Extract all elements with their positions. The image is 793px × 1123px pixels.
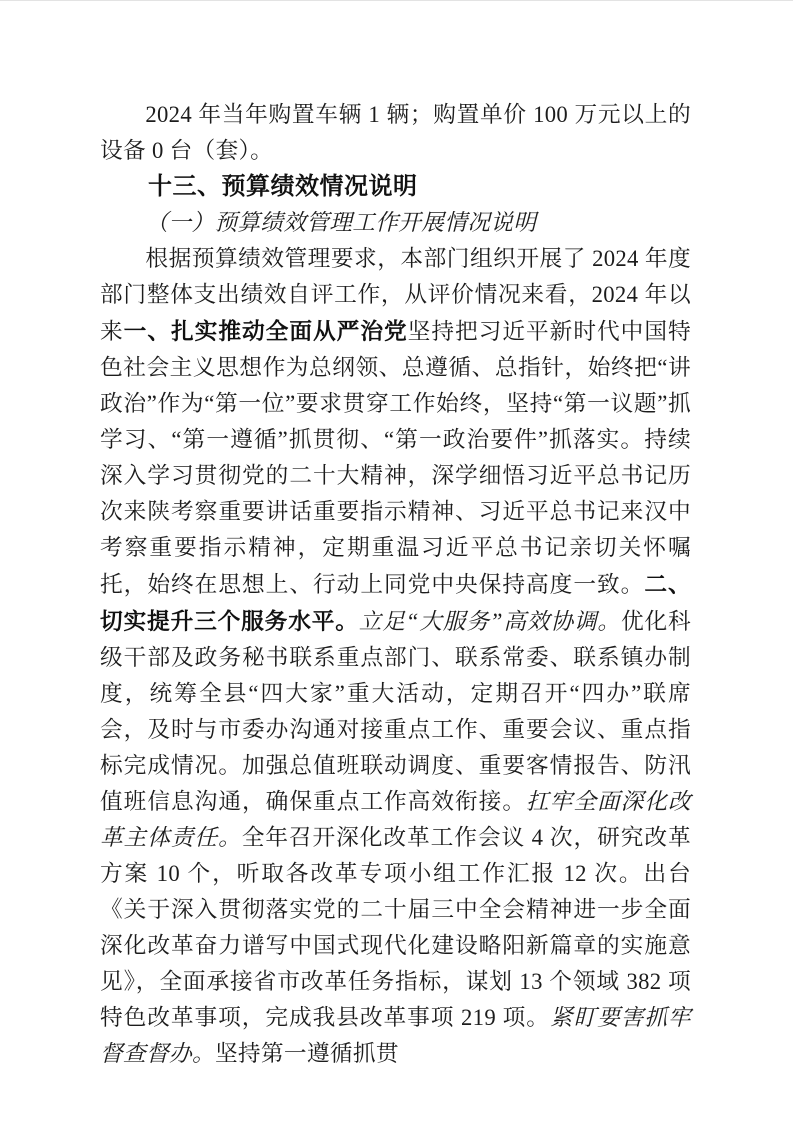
text-segment-kai-supervision: 紧盯要害抓牢督查督办。	[100, 1005, 691, 1066]
document-page	[0, 1, 793, 1123]
text-segment-ideology: 坚持把习近平新时代中国特色社会主义思想作为总纲领、总遵循、总指针，始终把“讲政治”作为“第一位”要求贯穿工作始终，坚持“第一议题”抓学习、“第一遵循”抓贯彻、“第一政治要件”抓落实。持续深入学习贯彻党的二十大精神，深学细悟习近平总书记历次来陕考察重要讲话重要指示精神、习近平总书记来汉中考察重要指示精神，定期重温习近平总书记亲切关怀嘱托，始终在思想上、行动上同党中央保持高度一致。	[100, 319, 691, 597]
text-segment-intro: 根据预算绩效管理要求，本部门组织开展了 2024 年度部门整体支出绩效自评工作，从评价情况来看，2024 年以来	[100, 246, 691, 344]
section-heading-budget-performance: 十三、预算绩效情况说明	[148, 173, 418, 200]
subsection-heading-performance-management: （一）预算绩效管理工作开展情况说明	[145, 210, 537, 235]
paragraph-vehicle-purchase: 2024 年当年购置车辆 1 辆；购置单价 100 万元以上的设备 0 台（套）。	[100, 102, 691, 163]
text-segment-kai-reform-responsibility: 扛牢全面深化改革主体责任。	[100, 789, 691, 850]
text-segment-bold-party-discipline: 一、扎实推动全面从严治党	[123, 318, 408, 344]
text-segment-continuation: 坚持第一遵循抓贯	[214, 1041, 399, 1066]
text-segment-reform-work: 全年召开深化改革工作会议 4 次，研究改革方案 10 个，听取各改革专项小组工作汇报 12 次。出台《关于深入贯彻落实党的二十届三中全会精神进一步全面深化改革奋力谱写中国式现代化建设略阳新篇章的实施意见》，全面承接省市改革任务指标，谋划 13 个领域 382 项特色改革事项，完成我县改革事项 219 项。	[100, 825, 691, 1030]
paragraph-performance-selfreview	[100, 241, 691, 1072]
text-segment-bold-service-levels: 二、切实提升三个服务水平。	[100, 571, 691, 634]
text-segment-kai-coordination: 立足“大服务”高效协调。	[358, 609, 621, 634]
text-segment-liaison-system: 优化科级干部及政务秘书联系重点部门、联系常委、联系镇办制度，统筹全县“四大家”重大活动，定期召开“四办”联席会，及时与市委办沟通对接重点工作、重要会议、重点指标完成情况。加强总值班联动调度、重要客情报告、防汛值班信息沟通，确保重点工作高效衔接。	[100, 609, 691, 814]
